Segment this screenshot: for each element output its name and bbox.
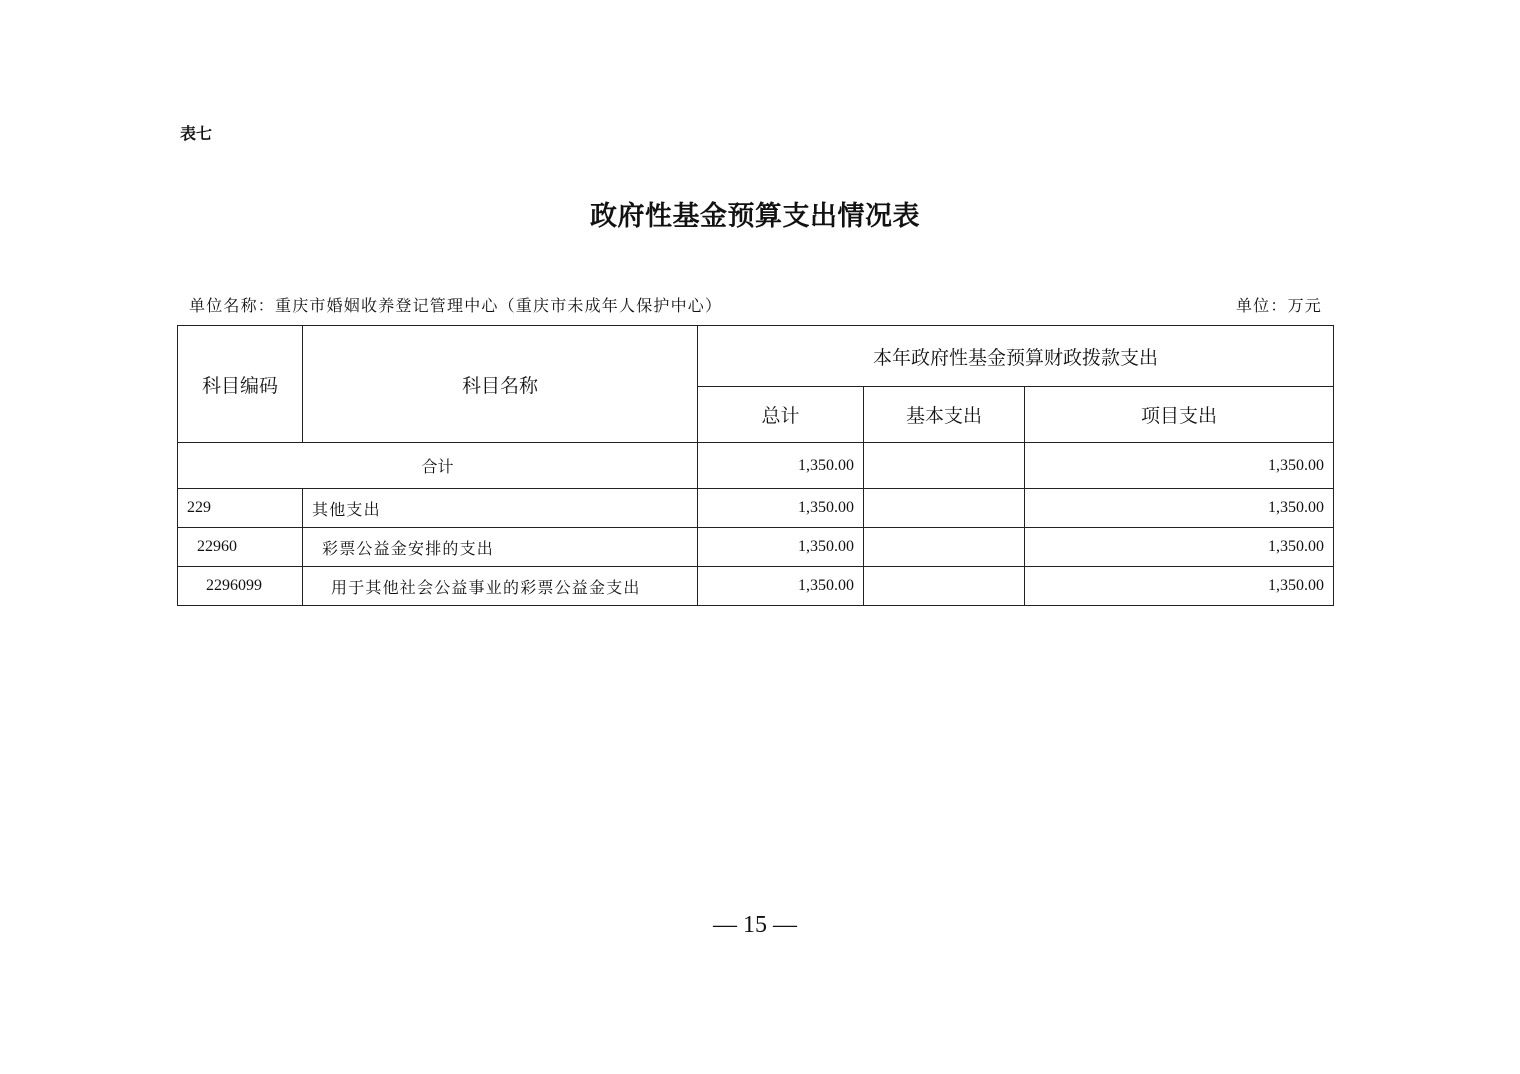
row-project: 1,350.00: [1025, 489, 1334, 528]
table-label: 表七: [180, 124, 213, 143]
row-basic: [864, 567, 1025, 606]
row-project: 1,350.00: [1025, 528, 1334, 567]
unit-name: 单位名称：重庆市婚姻收养登记管理中心（重庆市未成年人保护中心）: [189, 296, 723, 315]
row-name: 用于其他社会公益事业的彩票公益金支出: [303, 567, 698, 606]
header-name: 科目名称: [303, 326, 698, 443]
header-code: 科目编码: [178, 326, 303, 443]
total-basic: [864, 443, 1025, 489]
page-title: 政府性基金预算支出情况表: [590, 201, 920, 232]
total-label: 合计: [178, 443, 698, 489]
row-project: 1,350.00: [1025, 567, 1334, 606]
table-row: [178, 528, 1334, 567]
row-total: 1,350.00: [698, 489, 864, 528]
budget-table: [177, 325, 1334, 606]
header-project: 项目支出: [1025, 387, 1334, 443]
row-basic: [864, 489, 1025, 528]
header-basic: 基本支出: [864, 387, 1025, 443]
row-code: 22960: [178, 528, 303, 567]
header-row-1: [178, 326, 1334, 387]
row-code: 229: [178, 489, 303, 528]
row-code: 2296099: [178, 567, 303, 606]
header-total: 总计: [698, 387, 864, 443]
total-project: 1,350.00: [1025, 443, 1334, 489]
total-sum: 1,350.00: [698, 443, 864, 489]
table-row: [178, 489, 1334, 528]
row-name: 彩票公益金安排的支出: [303, 528, 698, 567]
total-row: [178, 443, 1334, 489]
page-number: — 15 —: [713, 912, 797, 938]
row-basic: [864, 528, 1025, 567]
row-name: 其他支出: [303, 489, 698, 528]
unit-label: 单位：万元: [1235, 296, 1322, 315]
header-group: 本年政府性基金预算财政拨款支出: [698, 326, 1334, 387]
row-total: 1,350.00: [698, 567, 864, 606]
row-total: 1,350.00: [698, 528, 864, 567]
table-row: [178, 567, 1334, 606]
